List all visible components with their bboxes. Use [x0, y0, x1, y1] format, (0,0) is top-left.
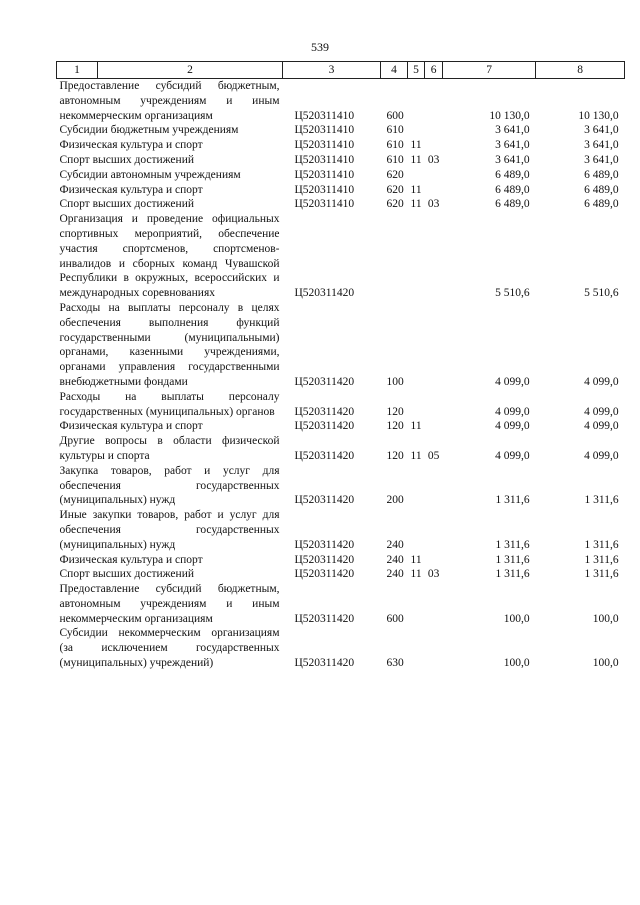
table-row [57, 419, 625, 434]
row-value-cell: 6 489,0 [495, 168, 530, 181]
row-value-cell: 6 489,0 [584, 168, 619, 181]
row-name-cell: Расходы на выплаты персоналу в целях обеспечения выполнения функций государственными (муниципальными) органами, казенными учреждениями, органами управления государственными внебюджетными фондами [59, 301, 280, 388]
row-subsection-cell: 03 [427, 198, 440, 211]
row-code-cell: Ц520311410 [294, 198, 355, 211]
row-section-cell: 11 [410, 183, 422, 196]
table-row [57, 197, 625, 212]
row-subsection-cell [425, 183, 443, 198]
row-value-cell: 6 489,0 [584, 183, 619, 196]
row-value-cell: 6 489,0 [495, 183, 530, 196]
row-name-cell: Организация и проведение официальных спортивных мероприятий, обеспечение участия спортсменов, спортсменов-инвалидов и сборных команд Чувашской Республики в окружных, всероссийских и международных соревнованиях [59, 213, 280, 300]
row-expense-type-cell: 620 [386, 198, 404, 211]
row-section-cell [408, 212, 425, 301]
row-code-cell: Ц520311420 [294, 287, 355, 300]
row-value-cell: 4 099,0 [584, 449, 619, 462]
row-name-cell: Физическая культура и спорт [59, 139, 203, 152]
page-number: 539 [311, 40, 329, 54]
row-section-cell [408, 79, 425, 124]
table-row [57, 553, 625, 568]
row-name-cell: Иные закупки товаров, работ и услуг для обеспечения государственных (муниципальных) нужд [59, 509, 280, 551]
row-expense-type-cell: 610 [386, 124, 404, 137]
row-section-cell [408, 626, 425, 670]
table-row [57, 508, 625, 552]
row-value-cell: 10 130,0 [489, 109, 530, 122]
row-value-cell: 4 099,0 [584, 375, 619, 388]
table-row [57, 626, 625, 670]
row-subsection-cell [425, 123, 443, 138]
header-cell: 7 [443, 62, 536, 79]
row-section-cell [408, 168, 425, 183]
table-row [57, 464, 625, 508]
row-code-cell: Ц520311420 [294, 612, 355, 625]
table-row [57, 183, 625, 198]
header-cell: 2 [98, 62, 283, 79]
row-name-cell: Физическая культура и спорт [59, 183, 203, 196]
row-subsection-cell [425, 464, 443, 508]
row-value-cell: 3 641,0 [495, 124, 530, 137]
row-expense-type-cell: 240 [386, 538, 404, 551]
row-code-cell: Ц520311420 [294, 375, 355, 388]
row-section-cell [408, 582, 425, 626]
row-code-cell: Ц520311420 [294, 420, 355, 433]
budget-table [56, 61, 625, 671]
row-subsection-cell [425, 168, 443, 183]
row-value-cell: 1 311,6 [584, 553, 619, 566]
row-code-cell: Ц520311410 [294, 183, 355, 196]
row-subsection-cell [425, 419, 443, 434]
row-name-cell: Предоставление субсидий бюджетным, автономным учреждениям и иным некоммерческим организациям [59, 583, 280, 625]
row-value-cell: 4 099,0 [495, 375, 530, 388]
row-name-cell: Субсидии некоммерческим организациям (за исключением государственных (муниципальных) учреждений) [59, 627, 280, 670]
table-row [57, 301, 625, 390]
row-name-cell: Расходы на выплаты персоналу государственных (муниципальных) органов [59, 390, 280, 418]
table-row [57, 212, 625, 301]
row-value-cell: 6 489,0 [584, 198, 619, 211]
row-expense-type-cell: 620 [386, 183, 404, 196]
row-code-cell: Ц520311420 [294, 538, 355, 551]
row-section-cell: 11 [410, 449, 422, 462]
row-subsection-cell [425, 582, 443, 626]
row-section-cell: 11 [410, 139, 422, 152]
row-value-cell: 3 641,0 [584, 153, 619, 166]
row-value-cell: 3 641,0 [584, 124, 619, 137]
row-subsection-cell: 03 [427, 153, 440, 166]
row-code-cell: Ц520311410 [294, 109, 355, 122]
table-header [57, 62, 625, 79]
row-section-cell [408, 390, 425, 420]
row-name-cell: Другие вопросы в области физической культуры и спорта [59, 435, 280, 462]
row-code-cell: Ц520311420 [294, 568, 355, 581]
table-row [57, 582, 625, 626]
row-code-cell: Ц520311410 [294, 168, 355, 181]
row-code-cell: Ц520311420 [294, 405, 355, 418]
row-expense-type-cell: 120 [386, 405, 404, 418]
row-section-cell: 11 [410, 153, 422, 166]
row-section-cell: 11 [410, 568, 422, 581]
row-subsection-cell [425, 301, 443, 390]
header-cell: 4 [381, 62, 408, 79]
row-section-cell [408, 301, 425, 390]
row-code-cell: Ц520311420 [294, 657, 355, 670]
row-name-cell: Спорт высших достижений [59, 568, 195, 581]
row-code-cell: Ц520311410 [294, 139, 355, 152]
header-cell: 1 [57, 62, 98, 79]
row-code-cell: Ц520311410 [294, 153, 355, 166]
row-value-cell: 3 641,0 [495, 139, 530, 152]
row-name-cell: Субсидии автономным учреждениям [59, 168, 241, 181]
row-value-cell: 5 510,6 [495, 287, 530, 300]
row-value-cell: 3 641,0 [495, 153, 530, 166]
row-value-cell: 4 099,0 [495, 420, 530, 433]
table-row [57, 390, 625, 420]
row-section-cell: 11 [410, 553, 422, 566]
header-row [57, 62, 625, 79]
row-subsection-cell [425, 553, 443, 568]
header-cell: 8 [536, 62, 625, 79]
row-expense-type-cell: 120 [386, 420, 404, 433]
row-subsection-cell [425, 390, 443, 420]
row-expense-type-cell: 100 [386, 375, 404, 388]
row-expense-type-cell: 630 [386, 657, 404, 670]
row-name-cell: Физическая культура и спорт [59, 420, 203, 433]
row-subsection-cell [425, 212, 443, 301]
row-expense-type-cell: 240 [386, 568, 404, 581]
row-section-cell [408, 508, 425, 552]
row-subsection-cell [425, 626, 443, 670]
row-value-cell: 4 099,0 [584, 405, 619, 418]
header-cell: 6 [425, 62, 443, 79]
row-name-cell: Субсидии бюджетным учреждениям [59, 124, 239, 137]
table-row [57, 79, 625, 124]
row-value-cell: 1 311,6 [495, 568, 530, 581]
row-section-cell: 11 [410, 420, 422, 433]
table-row [57, 434, 625, 464]
header-cell: 3 [283, 62, 381, 79]
row-value-cell: 1 311,6 [495, 538, 530, 551]
row-value-cell: 5 510,6 [584, 287, 619, 300]
row-expense-type-cell: 240 [386, 553, 404, 566]
row-value-cell: 3 641,0 [584, 139, 619, 152]
row-value-cell: 100,0 [503, 657, 530, 670]
table-row [57, 123, 625, 138]
row-name-cell: Физическая культура и спорт [59, 553, 203, 566]
row-code-cell: Ц520311420 [294, 553, 355, 566]
row-section-cell [408, 123, 425, 138]
row-code-cell: Ц520311420 [294, 494, 355, 507]
row-code-cell: Ц520311410 [294, 124, 355, 137]
table-body [57, 79, 625, 671]
row-expense-type-cell: 600 [386, 612, 404, 625]
row-name-cell: Закупка товаров, работ и услуг для обеспечения государственных (муниципальных) нужд [59, 464, 280, 507]
row-name-cell: Предоставление субсидий бюджетным, автономным учреждениям и иным некоммерческим организациям [59, 80, 280, 122]
row-value-cell: 1 311,6 [495, 494, 530, 507]
table-row [57, 168, 625, 183]
row-name-cell: Спорт высших достижений [59, 198, 195, 211]
row-code-cell: Ц520311420 [294, 449, 355, 462]
row-value-cell: 6 489,0 [495, 198, 530, 211]
row-value-cell: 100,0 [592, 612, 619, 625]
row-value-cell: 10 130,0 [578, 109, 619, 122]
row-expense-type-cell: 610 [386, 153, 404, 166]
row-subsection-cell [425, 138, 443, 153]
row-expense-type-cell: 200 [386, 494, 404, 507]
header-cell: 5 [408, 62, 425, 79]
row-expense-type-cell: 600 [386, 109, 404, 122]
table-row [57, 153, 625, 168]
row-subsection-cell [425, 79, 443, 124]
row-section-cell: 11 [410, 198, 422, 211]
row-value-cell: 100,0 [503, 612, 530, 625]
row-value-cell: 4 099,0 [495, 449, 530, 462]
row-subsection-cell: 05 [427, 449, 440, 462]
row-expense-type-cell [381, 212, 408, 301]
table-row [57, 138, 625, 153]
row-subsection-cell [425, 508, 443, 552]
row-subsection-cell: 03 [427, 568, 440, 581]
row-value-cell: 1 311,6 [584, 568, 619, 581]
row-name-cell: Спорт высших достижений [59, 153, 195, 166]
row-value-cell: 100,0 [592, 657, 619, 670]
row-value-cell: 4 099,0 [584, 420, 619, 433]
row-expense-type-cell: 610 [386, 139, 404, 152]
row-section-cell [408, 464, 425, 508]
row-expense-type-cell: 120 [386, 449, 404, 462]
row-value-cell: 1 311,6 [584, 494, 619, 507]
table-row [57, 567, 625, 582]
row-value-cell: 1 311,6 [495, 553, 530, 566]
row-value-cell: 1 311,6 [584, 538, 619, 551]
row-expense-type-cell: 620 [386, 168, 404, 181]
row-value-cell: 4 099,0 [495, 405, 530, 418]
